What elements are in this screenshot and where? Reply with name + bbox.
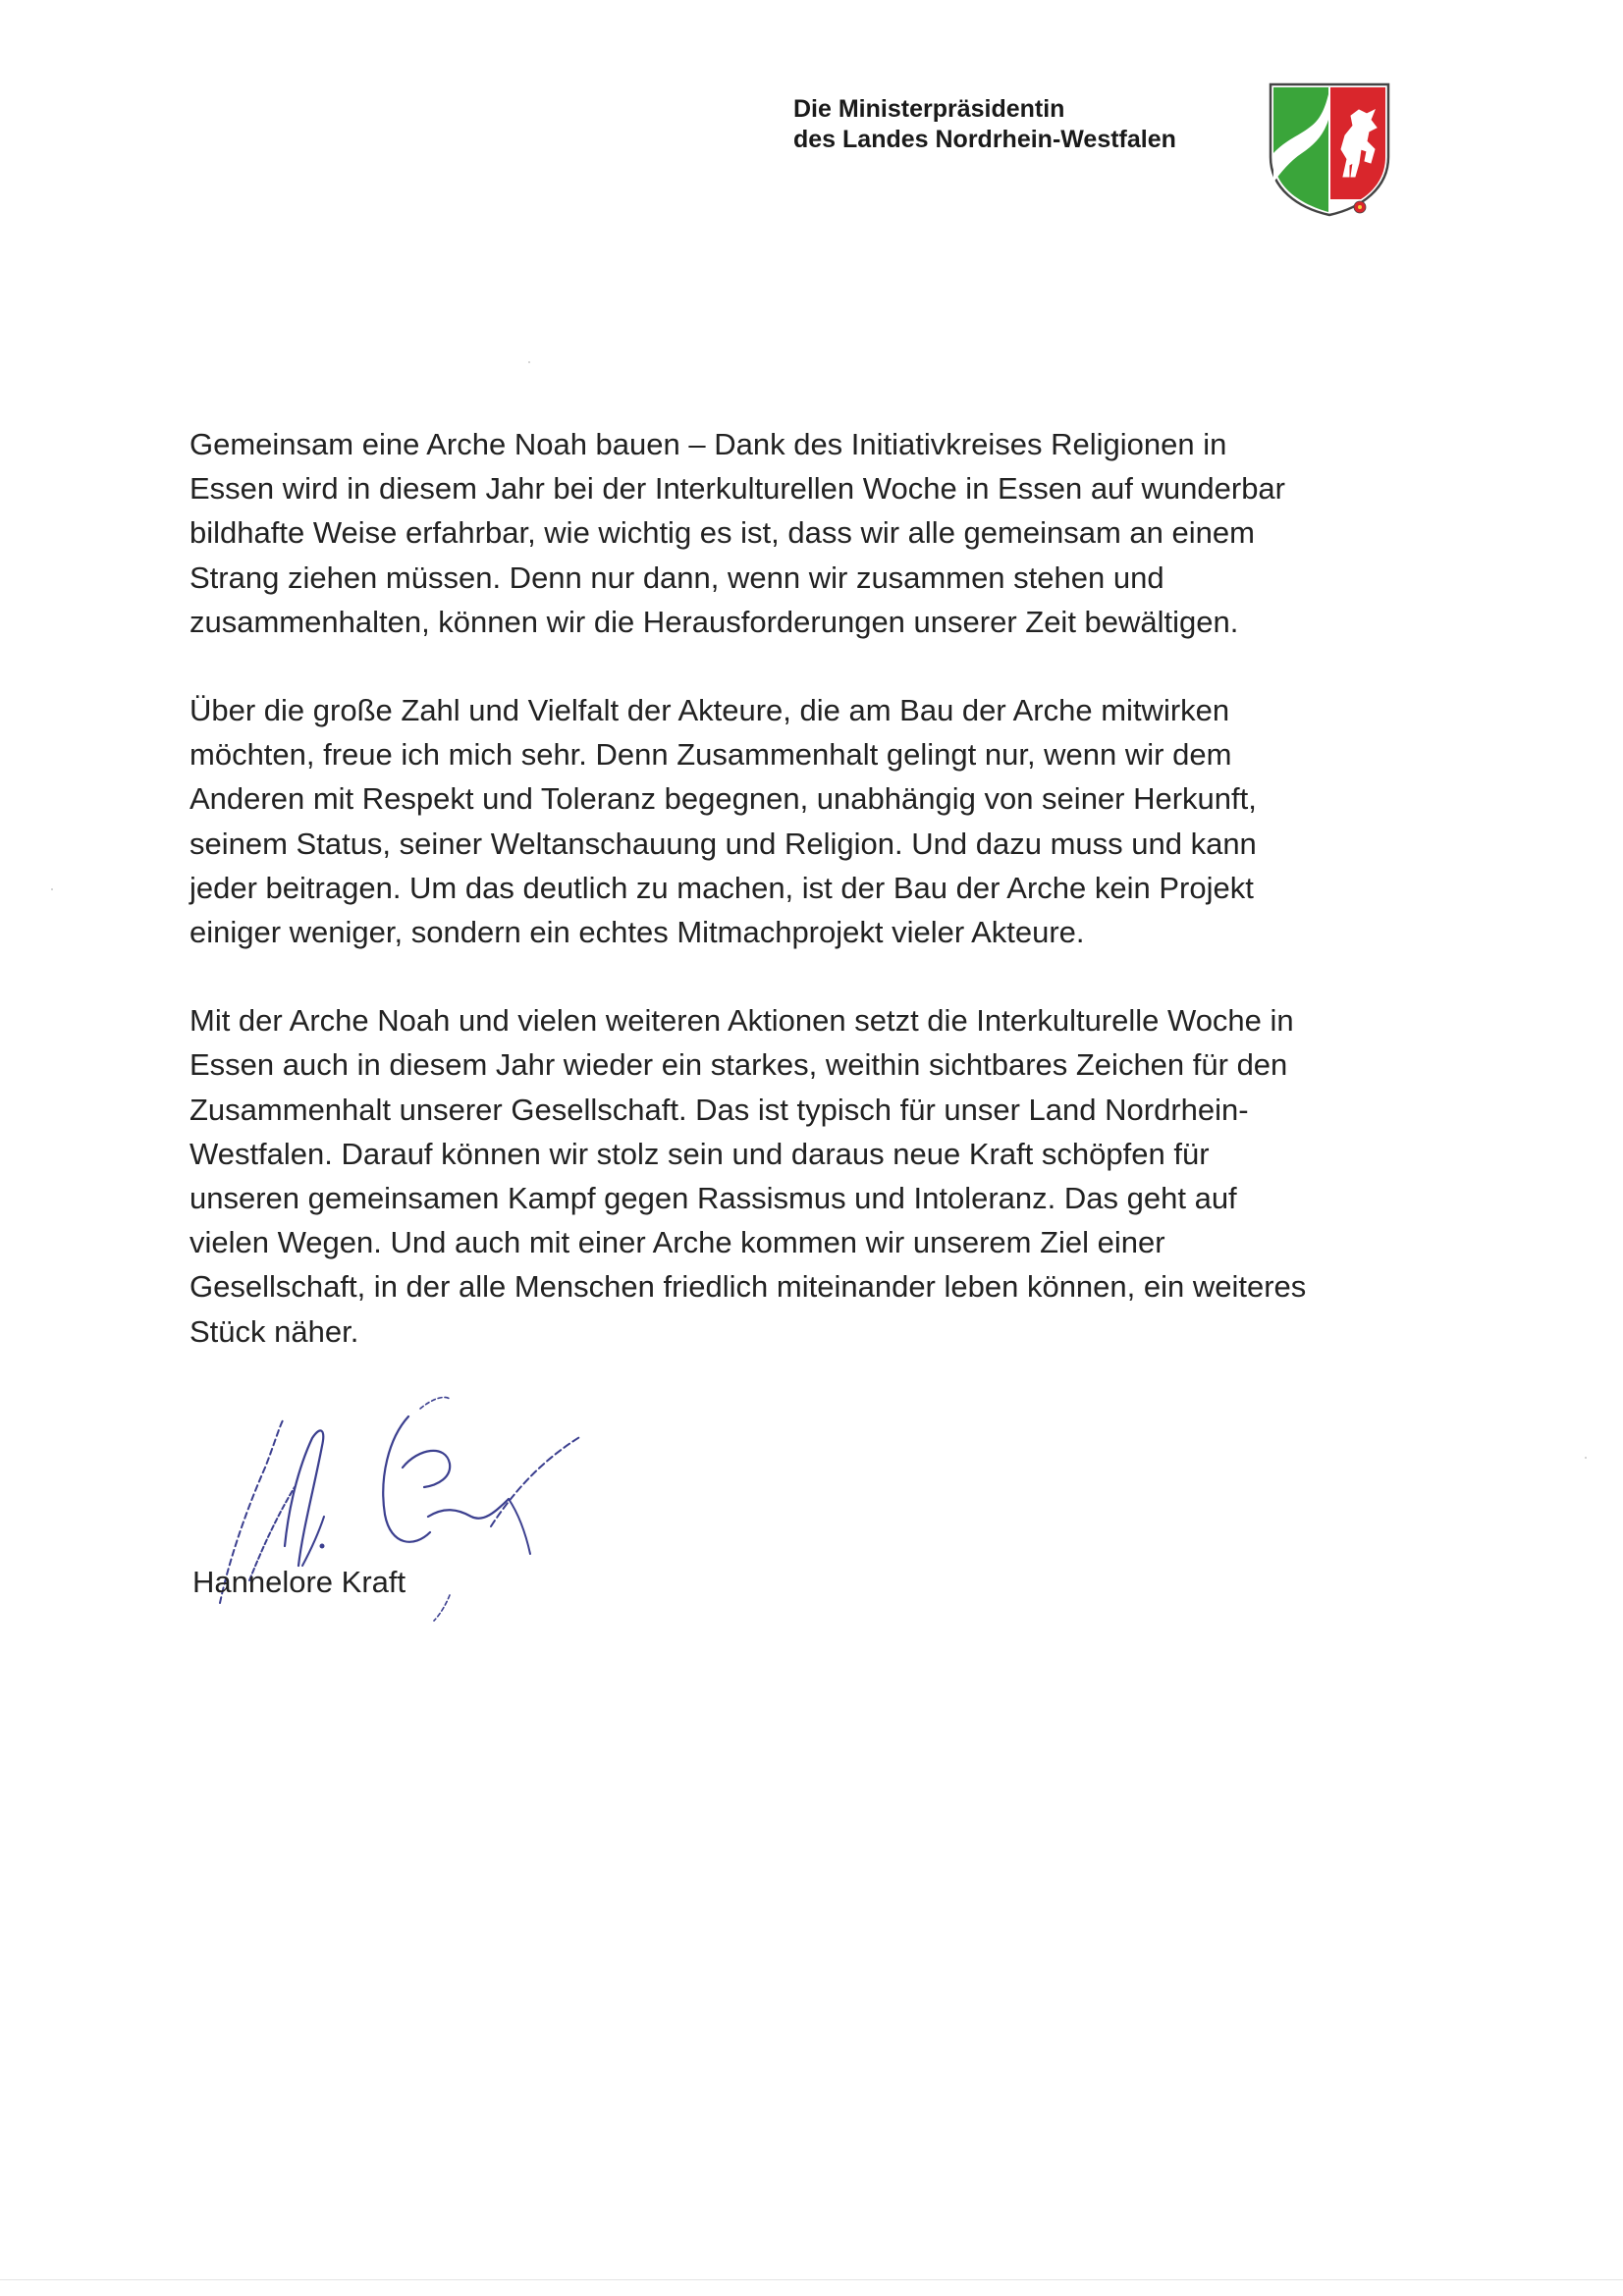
signer-name: Hannelore Kraft xyxy=(192,1565,406,1599)
body-paragraph-3: Mit der Arche Noah und vielen weiteren Aktionen setzt die Interkulturelle Woche in Essen auch in diesem Jahr wieder ein starkes, weithin sichtbares Zeichen für den Zusammenhalt unserer Gesellschaft. Das ist typisch für unser Land Nordrhein- Westfalen. Darauf können wir stolz sein und daraus neue Kraft schöpfen für unseren gemeinsamen Kampf gegen Rassismus und Intoleranz. Das geht auf vielen Wegen. Und auch mit einer Arche kommen wir unserem Ziel einer Gesellschaft, in der alle Menschen friedlich miteinander leben können, ein weiteres Stück näher. xyxy=(189,1003,1307,1349)
scan-speck xyxy=(528,361,530,363)
body-paragraph-1: Gemeinsam eine Arche Noah bauen – Dank des Initiativkreises Religionen in Essen wird in diesem Jahr bei der Interkulturellen Woche in Essen auf wunderbar bildhafte Weise erfahrbar, wie wichtig es ist, dass wir alle gemeinsam an einem Strang ziehen müssen. Denn nur dann, wenn wir zusammen stehen und zusammenhalten, können wir die Herausforderungen unserer Zeit bewältigen. xyxy=(189,427,1285,639)
letterhead-title-line2: des Landes Nordrhein-Westfalen xyxy=(793,126,1176,153)
scan-edge-line xyxy=(0,2279,1623,2280)
letter-body xyxy=(189,422,1407,1398)
body-paragraph-2: Über die große Zahl und Vielfalt der Akteure, die am Bau der Arche mitwirken möchten, freue ich mich sehr. Denn Zusammenhalt gelingt nur, wenn wir dem Anderen mit Respekt und Toleranz begegnen, unabhängig von seiner Herkunft, seinem Status, seiner Weltanschauung und Religion. Und dazu muss und kann jeder beitragen. Um das deutlich zu machen, ist der Bau der Arche kein Projekt einiger weniger, sondern ein echtes Mitmachprojekt vieler Akteure. xyxy=(189,693,1257,950)
scan-speck xyxy=(51,888,53,890)
nrw-coat-of-arms-icon xyxy=(1267,80,1392,218)
letterhead-title-line1: Die Ministerpräsidentin xyxy=(793,95,1065,123)
letterhead xyxy=(793,94,1176,155)
scan-speck xyxy=(1585,1457,1587,1459)
